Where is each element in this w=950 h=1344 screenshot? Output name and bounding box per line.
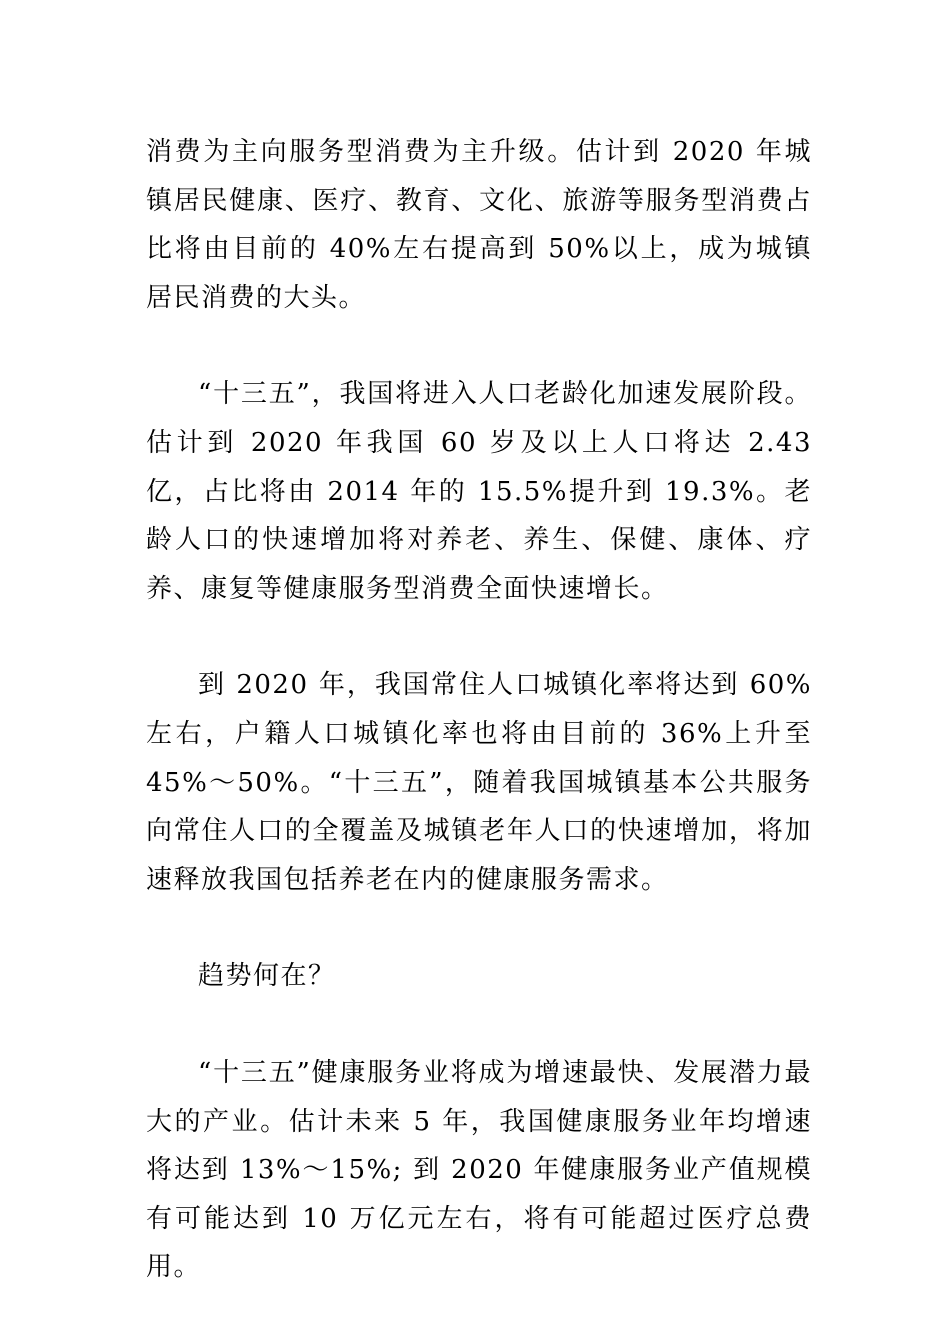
paragraph-health-industry: “十三五”健康服务业将成为增速最快、发展潜力最大的产业。估计未来 5 年，我国健康服务业年均增速将达到 13%～15%; 到 2020 年健康服务业产值规模有可能达到 10 万亿元左右，将有可能超过医疗总费用。	[146, 1057, 812, 1283]
paragraph-consumption-upgrade: 消费为主向服务型消费为主升级。估计到 2020 年城镇居民健康、医疗、教育、文化、旅游等服务型消费占比将由目前的 40%左右提高到 50%以上，成为城镇居民消费的大头。	[146, 137, 812, 313]
section-heading-trend: 趋势何在？	[198, 961, 336, 992]
document-body	[146, 128, 812, 1292]
paragraph-urbanization: 到 2020 年，我国常住人口城镇化率将达到 60%左右，户籍人口城镇化率也将由目前的 36%上升至 45%～50%。“十三五”，随着我国城镇基本公共服务向常住人口的全覆盖及城镇老年人口的快速增加，将加速释放我国包括养老在内的健康服务需求。	[146, 670, 812, 895]
paragraph-population-aging: “十三五”，我国将进入人口老龄化加速发展阶段。估计到 2020 年我国 60 岁及以上人口将达 2.43 亿，占比将由 2014 年的 15.5%提升到 19.3%。老龄人口的快速增加将对养老、养生、保健、康体、疗养、康复等健康服务型消费全面快速增长。	[146, 379, 812, 604]
